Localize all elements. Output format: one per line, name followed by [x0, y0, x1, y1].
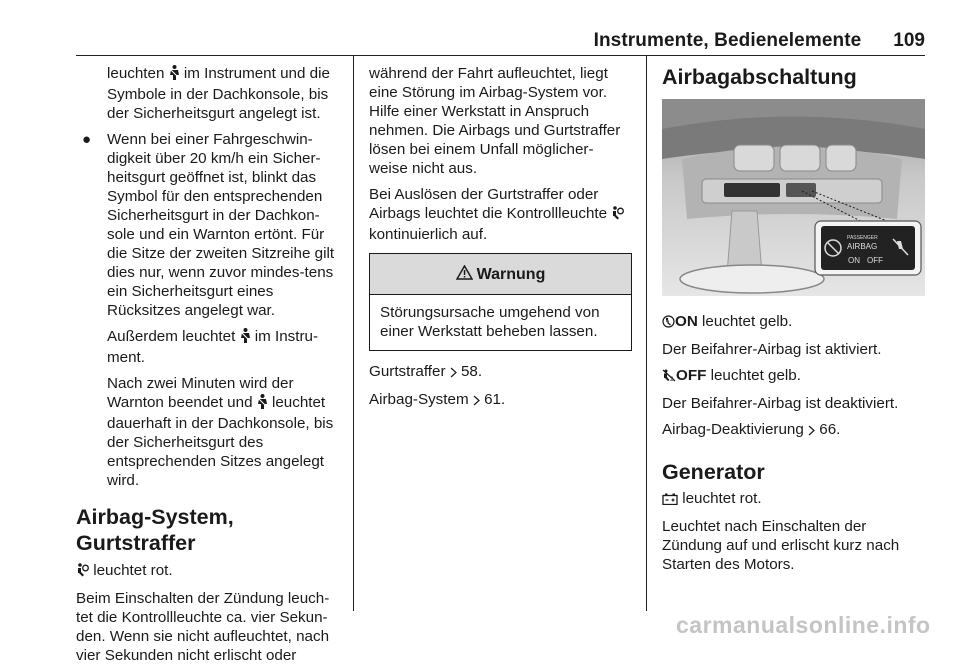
page-header — [560, 30, 925, 52]
header-title: Instrumente, Bedienelemente — [593, 30, 862, 51]
column-divider-1 — [353, 56, 354, 611]
page-number: 109 — [893, 30, 925, 51]
watermark: carmanualsonline.info — [676, 612, 931, 638]
bullet-item: ● Wenn bei einer Fahrgeschwin-digkeit über 20 km/h ein Sicher-heitsgurt geöffnet ist, blinkt das Symbol für den entsprechenden Sicherheitsgurt in der Dachkon-sole und ein Warnton ertönt. Für die Sitze der zweiten Sitzreihe gilt dies nur, wenn zuvor mindes-tens ein Sicherheitsgurt eines Rücksitzes angelegt war. — [82, 131, 335, 319]
paragraph-generator-lamp: leuchtet rot. — [662, 489, 925, 510]
reference-gurtstraffer: Gurtstraffer 58. — [369, 362, 632, 383]
reference-airbag-system: Airbag-System 61. — [369, 390, 632, 411]
paragraph-ignition: Beim Einschalten der Zündung leuch-tet die Kontrollleuchte ca. vier Sekun-den. Wenn sie nicht aufleuchtet, nach vier Sekunden nicht erlischt oder — [76, 590, 330, 664]
airbag-off-icon — [662, 368, 676, 387]
airbag-warning-icon — [76, 563, 89, 582]
paragraph-airbag-lamp: leuchtet rot. — [76, 561, 338, 582]
photo-label-passenger: PASSENGER — [847, 235, 878, 241]
warning-triangle-icon — [456, 265, 473, 284]
warning-header — [370, 254, 631, 295]
page-reference-arrow-icon — [450, 364, 457, 383]
seatbelt-icon — [169, 65, 180, 85]
column-divider-2 — [646, 56, 647, 611]
column-3 — [662, 64, 925, 574]
bullet-dot: ● — [82, 131, 92, 148]
column-1 — [76, 64, 338, 665]
seatbelt-icon — [257, 394, 268, 414]
paragraph-airbag-activated: Der Beifahrer-Airbag ist aktiviert. — [662, 341, 882, 358]
paragraph-on-state: ON leuchtet gelb. — [662, 312, 925, 333]
paragraph-airbag-deactivated: Der Beifahrer-Airbag ist deaktiviert. — [662, 395, 899, 412]
heading-airbag-system: Airbag-System, Gurtstraffer — [76, 505, 234, 555]
warning-box — [369, 253, 632, 351]
svg-text:2: 2 — [670, 377, 674, 382]
airbag-warning-icon — [611, 206, 624, 225]
paragraph-fault: während der Fahrt aufleuchtet, liegt eine Störung im Airbag-System vor. Hilfe einer Werkstatt in Anspruch nehmen. Die Airbags und Gurtstraffer lösen bei einem Unfall möglicher-weise nicht aus. — [369, 65, 621, 177]
paragraph-off-state: 2 OFF leuchtet gelb. — [662, 366, 925, 387]
reference-airbag-deactivation: Airbag-Deaktivierung 66. — [662, 420, 925, 441]
paragraph-additionally: Außerdem leuchtet im Instru-ment. — [107, 328, 319, 366]
photo-label-off: OFF — [867, 256, 883, 265]
column-2 — [369, 64, 632, 411]
paragraph-pretensioner: Bei Auslösen der Gurtstraffer oder Airbags leuchtet die Kontrollleuchte kontinuierlich auf. — [369, 185, 632, 244]
header-rule — [76, 55, 925, 56]
page-reference-arrow-icon — [473, 392, 480, 411]
photo-label-on: ON — [848, 256, 860, 265]
paragraph-seatbelt-intro: leuchten im Instrument und die Symbole in der Dachkonsole, bis der Sicherheitsgurt angelegt ist. — [107, 65, 330, 122]
paragraph-two-minutes: Nach zwei Minuten wird der Warnton beendet und leuchtet dauerhaft in der Dachkonsole, bis der Sicherheitsgurt des entsprechenden Sitzes angelegt wird. — [107, 375, 334, 489]
photo-label-airbag: AIRBAG — [847, 242, 878, 251]
heading-generator: Generator — [662, 460, 765, 484]
warning-text: Störungsursache umgehend von einer Werkstatt beheben lassen. — [380, 304, 600, 340]
warning-title: Warnung — [476, 265, 546, 283]
paragraph-generator-desc: Leuchtet nach Einschalten der Zündung auf und erlischt kurz nach Starten des Motors. — [662, 518, 900, 573]
airbag-on-icon — [662, 314, 675, 333]
heading-airbag-deactivation: Airbagabschaltung — [662, 65, 857, 89]
overhead-console-photo — [662, 99, 925, 296]
seatbelt-icon — [240, 328, 251, 348]
page-reference-arrow-icon — [808, 422, 815, 441]
battery-icon — [662, 491, 678, 510]
